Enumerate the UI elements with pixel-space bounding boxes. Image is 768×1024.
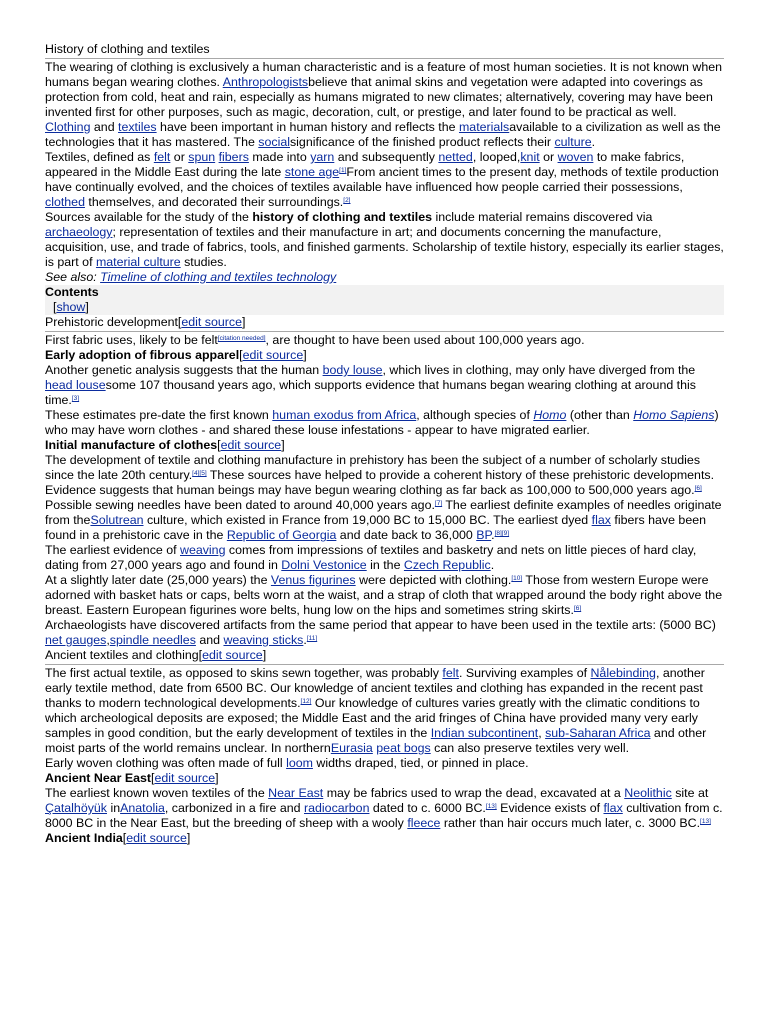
link-spun[interactable]: spun	[188, 150, 216, 164]
link-neolithic[interactable]: Neolithic	[624, 786, 672, 800]
citation-12[interactable]: [12]	[300, 698, 312, 705]
bracket: ]	[242, 315, 246, 329]
text: Our knowledge of cultures varies greatly with the climatic conditions to which archeological deposits are exposed; the Middle East and the arid fringes of China have provided many very early samples in good condition, but the early development of textiles in the	[45, 696, 700, 740]
link-weaving[interactable]: weaving	[180, 543, 226, 557]
citation-1[interactable]: [1]	[339, 167, 347, 174]
link-anatolia[interactable]: Anatolia	[120, 801, 165, 815]
contents-toggle	[45, 300, 724, 315]
text: and date back to 36,000	[336, 528, 477, 542]
link-material-culture[interactable]: material culture	[95, 255, 181, 269]
bracket: [	[151, 771, 155, 785]
link-bp[interactable]: BP	[476, 528, 492, 542]
citation-needed[interactable]: [citation needed]	[217, 335, 266, 342]
link-eurasia[interactable]: Eurasia	[330, 741, 373, 755]
citation-11[interactable]: [11]	[306, 635, 318, 642]
citation-8-9[interactable]: [8][9]	[494, 530, 510, 537]
text: ; representation of textiles and their manufacture in art; and documents concerning the manufacture, acquisition, use, and trade of fabrics, tools, and finished garments. Scholarship of textile history, especially its earlier stages, is part of	[45, 225, 724, 269]
text: , another early textile method, date from 6500 BC. Our knowledge of ancient textiles and clothing has expanded in the recent past thanks to modern technological developments.	[45, 666, 705, 710]
text: , carbonized in a fire and	[164, 801, 305, 815]
text: ,	[538, 726, 546, 740]
edit-source-link[interactable]: edit source	[154, 771, 216, 785]
link-flax[interactable]: flax	[603, 801, 623, 815]
text: (other than	[566, 408, 634, 422]
ancient-paragraph-2	[45, 756, 724, 771]
link-spindle-needles[interactable]: spindle needles	[109, 633, 196, 647]
text: , although species of	[416, 408, 534, 422]
text: Possible sewing needles have been dated to around 40,000 years ago.	[45, 498, 435, 512]
link-anthropologists[interactable]: Anthropologists	[222, 75, 309, 89]
prehistoric-paragraph-6	[45, 543, 724, 573]
text: Another genetic analysis suggests that the human	[45, 363, 323, 377]
bracket: [	[239, 348, 243, 362]
text: were depicted with clothing.	[355, 573, 512, 587]
text: believe that animal skins and vegetation were adapted into coverings as protection from cold, heat and rain, especially as humans migrated to new climates; alternatively, covering may have been invented first for other purposes, such as magic, decoration, cult, or prestige, and later found to be practical as well.	[45, 75, 713, 119]
link-clothing[interactable]: Clothing	[45, 120, 91, 134]
text: and other moist parts of the world remains unclear. In northern	[45, 726, 707, 755]
text: Archaeologists have discovered artifacts from the same period that appear to have been used in the textile arts: (5000 BC)	[45, 618, 716, 632]
heading-text: Ancient Near East	[45, 771, 152, 785]
subheading-ancient-near-east	[45, 771, 724, 786]
link-republic-of-georgia[interactable]: Republic of Georgia	[226, 528, 337, 542]
contents-show-link[interactable]: show	[56, 300, 86, 314]
text: studies.	[180, 255, 227, 269]
link-homo[interactable]: Homo	[533, 408, 567, 422]
link-timeline[interactable]: Timeline of clothing and textiles technology	[100, 270, 337, 284]
text: The earliest known woven textiles of the	[45, 786, 269, 800]
text: These sources have helped to provide a coherent history of these prehistoric developments. Evidence suggests that human beings may have begun wearing clothing as far back as 100,000 to 500,000 years ago.	[45, 468, 715, 497]
text: dated to c. 6000 BC.	[369, 801, 486, 815]
text: Evidence exists of	[496, 801, 604, 815]
link-czech-republic[interactable]: Czech Republic	[403, 558, 491, 572]
text: rather than hair occurs much later, c. 3000 BC.	[440, 816, 701, 830]
bracket: ]	[281, 438, 285, 452]
ancient-paragraph-1	[45, 666, 724, 756]
link-yarn[interactable]: yarn	[310, 150, 335, 164]
link-sub-saharan-africa[interactable]: sub-Saharan Africa	[545, 726, 651, 740]
heading-text: Ancient textiles and clothing	[45, 648, 199, 662]
edit-source-link[interactable]: edit source	[220, 438, 282, 452]
citation-7[interactable]: [7]	[434, 500, 443, 507]
link-felt[interactable]: felt	[153, 150, 171, 164]
citation-6[interactable]: [6]	[573, 605, 582, 612]
text: or	[170, 150, 189, 164]
citation-13[interactable]: [13]	[485, 803, 497, 810]
link-venus-figurines[interactable]: Venus figurines	[270, 573, 356, 587]
link-human-exodus[interactable]: human exodus from Africa	[272, 408, 417, 422]
intro-paragraph-2	[45, 120, 724, 150]
text: The earliest definite examples of needles originate from the	[45, 498, 722, 527]
citation-10[interactable]: [10]	[511, 575, 523, 582]
ancient-paragraph-3	[45, 786, 724, 831]
heading-text: Initial manufacture of clothes	[45, 438, 218, 452]
edit-source-link[interactable]: edit source	[202, 648, 263, 662]
text: At a slightly later date (25,000 years) the	[45, 573, 271, 587]
link-loom[interactable]: loom	[286, 756, 313, 770]
text: The development of textile and clothing manufacture in prehistory has been the subject of a number of scholarly studies since the late 20th century.	[45, 453, 701, 482]
contents-title: Contents	[45, 285, 99, 299]
heading-text: Ancient India	[45, 831, 123, 845]
link-materials[interactable]: materials	[458, 120, 510, 134]
prehistoric-paragraph-2	[45, 363, 724, 408]
link-clothed[interactable]: clothed	[45, 195, 85, 209]
text: Textiles, defined as	[45, 150, 154, 164]
article	[45, 42, 724, 846]
link-solutrean[interactable]: Solutrean	[90, 513, 144, 527]
bracket: [	[53, 300, 57, 314]
link-head-louse[interactable]: head louse	[45, 378, 106, 392]
bracket: [	[122, 831, 127, 845]
text: and subsequently	[334, 150, 439, 164]
link-flax[interactable]: flax	[591, 513, 611, 527]
link-homo-sapiens[interactable]: Homo Sapiens	[633, 408, 715, 422]
text: Early woven clothing was often made of full	[45, 756, 287, 770]
prehistoric-paragraph-4	[45, 453, 724, 498]
citation-3[interactable]: [3]	[71, 395, 80, 402]
text: These estimates pre-date the first known	[45, 408, 273, 422]
intro-paragraph-1	[45, 60, 724, 120]
bracket: [	[217, 438, 221, 452]
bold-term: history of clothing and textiles	[252, 210, 433, 224]
text: culture, which existed in France from 19,000 BC to 15,000 BC. The earliest dyed	[143, 513, 592, 527]
text: , which lives in clothing, may only have diverged from the	[382, 363, 696, 377]
text: , looped,	[472, 150, 521, 164]
text: have been important in human history and reflects the	[156, 120, 459, 134]
text: available to a civilization as well as the technologies that it has mastered. The	[45, 120, 721, 149]
text: The first actual textile, as opposed to skins sewn together, was probably	[45, 666, 443, 680]
text: may be fabrics used to wrap the dead, excavated at a	[323, 786, 625, 800]
text: include material remains discovered via	[432, 210, 653, 224]
prehistoric-paragraph-7	[45, 573, 724, 618]
link-netted[interactable]: netted	[438, 150, 473, 164]
intro-paragraph-3	[45, 150, 724, 210]
link-social[interactable]: social	[258, 135, 290, 149]
link-felt[interactable]: felt	[442, 666, 459, 680]
section-heading-prehistoric	[45, 315, 724, 332]
text: in the	[366, 558, 404, 572]
link-catalhoyuk[interactable]: Çatalhöyük	[45, 801, 107, 815]
text: comes from impressions of textiles and basketry and nets on little pieces of hard clay, dating from 27,000 years ago and found in	[45, 543, 697, 572]
prehistoric-paragraph-1	[45, 333, 724, 348]
text: made into	[248, 150, 311, 164]
link-archaeology[interactable]: archaeology	[45, 225, 113, 239]
text: First fabric uses, likely to be felt	[45, 333, 218, 347]
link-dolni-vestonice[interactable]: Dolni Vestonice	[281, 558, 367, 572]
heading-text: Prehistoric development	[45, 315, 178, 329]
link-radiocarbon[interactable]: radiocarbon	[304, 801, 370, 815]
text: and	[195, 633, 224, 647]
link-woven[interactable]: woven	[557, 150, 594, 164]
text: widths draped, tied, or pinned in place.	[312, 756, 529, 770]
contents-box	[45, 285, 724, 315]
link-knit[interactable]: knit	[520, 150, 540, 164]
edit-source-link[interactable]: edit source	[181, 315, 242, 329]
page-title: History of clothing and textiles	[45, 42, 724, 59]
bracket: ]	[85, 300, 89, 314]
citation-6[interactable]: [6]	[694, 485, 702, 492]
text: can also preserve textiles very well.	[430, 741, 630, 755]
text: The wearing of clothing is exclusively a human characteristic and is a feature of most human societies. It is not known when humans began wearing clothes.	[45, 60, 723, 89]
text: , are thought to have been used about 100,000 years ago.	[265, 333, 585, 347]
edit-source-link[interactable]: edit source	[126, 831, 187, 845]
edit-source-link[interactable]: edit source	[242, 348, 304, 362]
link-body-louse[interactable]: body louse	[322, 363, 383, 377]
link-fibers[interactable]: fibers	[218, 150, 249, 164]
bracket: ]	[215, 771, 219, 785]
text: fibers have been found in a prehistoric cave in the	[45, 513, 706, 542]
text: and	[90, 120, 119, 134]
heading-text: Early adoption of fibrous apparel	[45, 348, 240, 362]
bracket: ]	[186, 831, 191, 845]
citation-4-5[interactable]: [4][5]	[192, 470, 207, 477]
text: ,	[106, 633, 110, 647]
text: some 107 thousand years ago, which supports evidence that humans began wearing clothing at around this time.	[45, 378, 696, 407]
text: Those from western Europe were adorned with basket hats or caps, belts worn at the waist, and a strap of cloth that wrapped around the body right above the breast. Eastern European figurines wore belts, hung low on the hips and sometimes string skirts.	[45, 573, 723, 617]
prehistoric-paragraph-3	[45, 408, 724, 438]
link-culture[interactable]: culture	[554, 135, 592, 149]
link-peat-bogs[interactable]: peat bogs	[376, 741, 431, 755]
text: From ancient times to the present day, methods of textile production have continually evolved, and the choices of textiles available have influenced how people carried their possessions,	[45, 165, 719, 194]
text: to make fabrics, appeared in the Middle East during the late	[45, 150, 685, 179]
text: .	[591, 135, 596, 149]
text: or	[539, 150, 558, 164]
link-net-gauges[interactable]: net gauges	[45, 633, 107, 647]
text: The earliest evidence of	[45, 543, 180, 557]
link-weaving-sticks[interactable]: weaving sticks	[223, 633, 304, 647]
citation-2[interactable]: [2]	[343, 197, 351, 204]
see-also-label: See also:	[45, 270, 101, 284]
text: themselves, and decorated their surroundings.	[84, 195, 344, 209]
section-heading-ancient	[45, 648, 724, 665]
intro-paragraph-4	[45, 210, 724, 270]
text: .	[491, 528, 495, 542]
subheading-ancient-india	[45, 831, 724, 846]
citation-13[interactable]: [13]	[700, 818, 711, 825]
text: cultivation from c. 8000 BC in the Near East, but the breeding of sheep with a wooly	[45, 801, 723, 830]
text: .	[303, 633, 307, 647]
bracket: ]	[262, 648, 267, 662]
link-indian-subcontinent[interactable]: Indian subcontinent	[430, 726, 539, 740]
text: ) who may have worn clothes - and shared these louse infestations - appear to have migrated earlier.	[45, 408, 719, 437]
link-textiles[interactable]: textiles	[118, 120, 157, 134]
prehistoric-paragraph-8	[45, 618, 724, 648]
subheading-early-adoption	[45, 348, 724, 363]
see-also	[45, 270, 724, 285]
text: .	[490, 558, 495, 572]
bracket: [	[177, 315, 182, 329]
link-near-east[interactable]: Near East	[268, 786, 324, 800]
subheading-initial-manufacture	[45, 438, 724, 453]
text: site at	[671, 786, 709, 800]
prehistoric-paragraph-5	[45, 498, 724, 543]
bracket: [	[198, 648, 203, 662]
text: in	[107, 801, 121, 815]
link-nalebinding[interactable]: Nålebinding	[590, 666, 656, 680]
link-stone-age[interactable]: stone age	[284, 165, 340, 179]
text: significance of the finished product reflects their	[289, 135, 555, 149]
link-fleece[interactable]: fleece	[407, 816, 441, 830]
bracket: ]	[303, 348, 307, 362]
text: . Surviving examples of	[458, 666, 591, 680]
text: Sources available for the study of the	[45, 210, 253, 224]
